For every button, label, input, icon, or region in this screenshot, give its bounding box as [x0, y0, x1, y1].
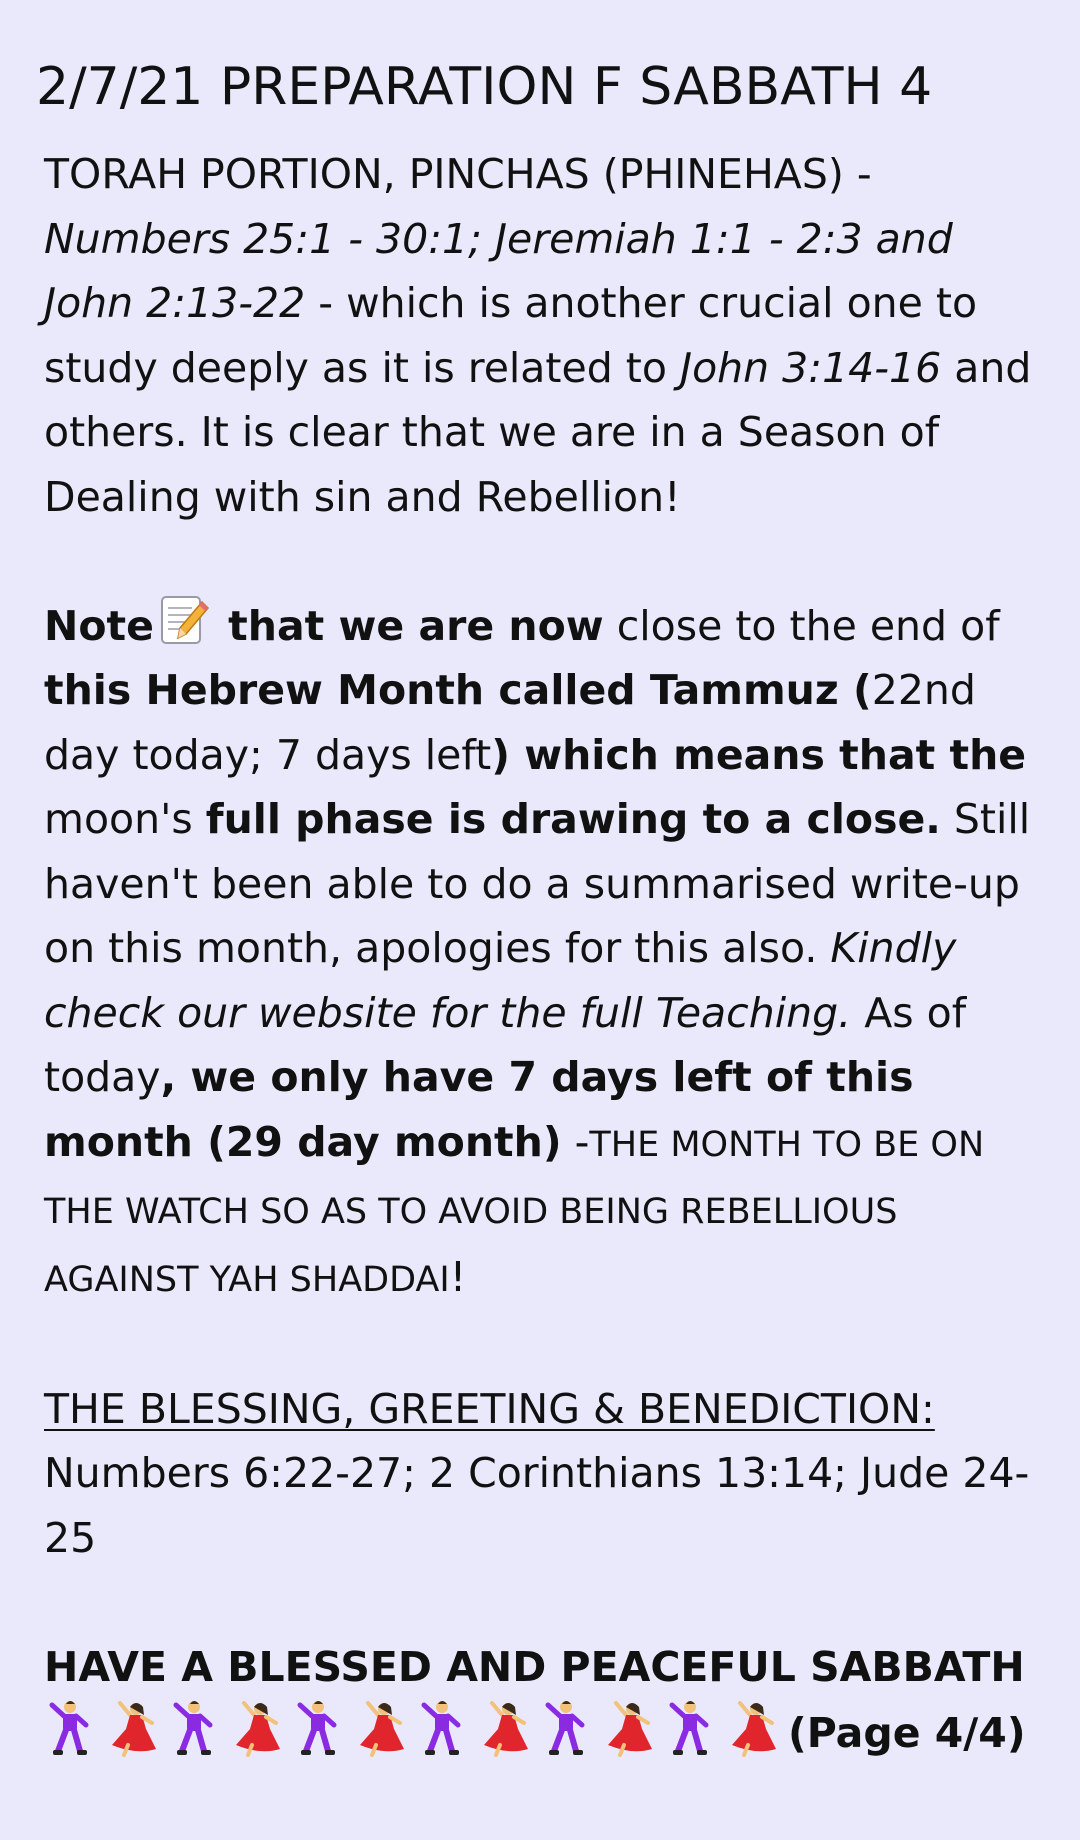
- day-count-text: 22nd day today; 7 days left: [44, 666, 976, 779]
- john-reference-2: John 3:14-16: [679, 343, 942, 392]
- paragraph-text: As of today: [44, 988, 967, 1101]
- man-dancing-icon: [44, 1699, 96, 1757]
- days-left-text: , we only have 7 days left of this month (29 day month): [44, 1053, 914, 1166]
- memo-pencil-icon: [158, 594, 210, 646]
- man-dancing-icon: [664, 1699, 716, 1757]
- spacer: [44, 1570, 1044, 1635]
- man-dancing-icon: [168, 1699, 220, 1757]
- torah-portion-label: TORAH PORTION, PINCHAS (PHINEHAS) -: [44, 150, 872, 198]
- woman-dancing-icon: [354, 1699, 406, 1757]
- blessing-references: Numbers 6:22-27; 2 Corinthians 13:14; Jude 24-25: [44, 1449, 1030, 1562]
- note-label: Note: [44, 601, 154, 650]
- man-dancing-icon: [416, 1699, 468, 1757]
- paragraph-text: moon's: [44, 795, 206, 843]
- bold-text: that we are now: [213, 601, 604, 650]
- tammuz-note-paragraph: [44, 594, 1044, 1313]
- page-indicator: (Page 4/4): [788, 1709, 1026, 1757]
- woman-dancing-icon: [106, 1699, 158, 1757]
- watch-warning-text: THE MONTH TO BE ON THE WATCH SO AS TO AVOID BEING REBELLIOUS AGAINST YAH SHADDAI: [44, 1124, 985, 1300]
- scripture-references: Numbers 25:1 - 30:1; Jeremiah 1:1 - 2:3 and: [44, 214, 953, 263]
- website-note: Kindly check our website for the full Teaching.: [44, 924, 957, 1037]
- month-name-text: this Hebrew Month called Tammuz (: [44, 666, 872, 714]
- closing-greeting: HAVE A BLESSED AND PEACEFUL SABBATH: [44, 1642, 1025, 1691]
- woman-dancing-icon: [602, 1699, 654, 1757]
- page-title: 2/7/21 PREPARATION F SABBATH 4: [36, 57, 933, 117]
- woman-dancing-icon: [478, 1699, 530, 1757]
- paragraph-text: and others. It is clear that we are in a Season of Dealing with sin and Rebellion!: [44, 343, 1032, 521]
- spacer: [44, 1312, 1044, 1377]
- woman-dancing-icon: [230, 1699, 282, 1757]
- torah-portion-paragraph: [44, 142, 1044, 529]
- spacer: [44, 529, 1044, 594]
- man-dancing-icon: [540, 1699, 592, 1757]
- moon-phase-text: full phase is drawing to a close.: [205, 795, 941, 843]
- paragraph-text: -: [561, 1117, 590, 1166]
- paragraph-text: Still haven't been able to do a summarised write-up on this month, apologies for this also.: [44, 795, 1031, 972]
- paragraph-text: close to the end of: [603, 601, 1000, 650]
- bold-text: ) which means that the: [491, 730, 1027, 779]
- paragraph-text: !: [449, 1252, 467, 1301]
- closing-paragraph: [44, 1635, 1044, 1766]
- blessing-heading: THE BLESSING, GREETING & BENEDICTION:: [44, 1384, 935, 1433]
- blessing-paragraph: [44, 1377, 1044, 1571]
- dancer-emoji-row: [44, 1699, 778, 1757]
- paragraph-text: - which is another crucial one to study deeply as it is related to: [44, 279, 978, 392]
- john-reference-1: John 2:13-22: [44, 279, 306, 327]
- woman-dancing-icon: [726, 1699, 778, 1757]
- message-body: [36, 52, 1044, 1766]
- man-dancing-icon: [292, 1699, 344, 1757]
